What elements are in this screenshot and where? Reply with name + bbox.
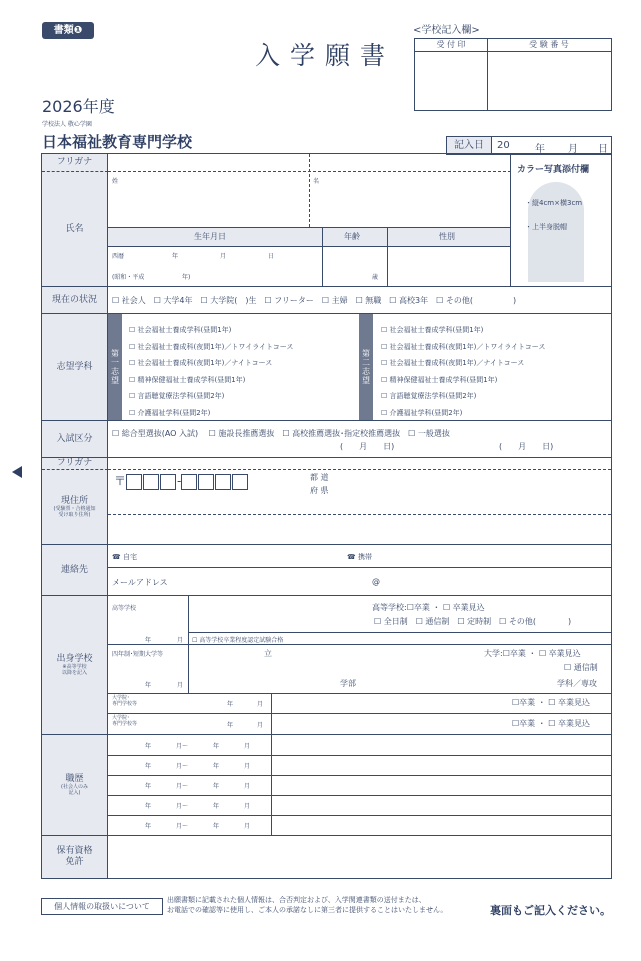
birth-year-unit: 年	[172, 253, 179, 260]
left-arrow-icon	[12, 466, 22, 478]
career-month-unit: 月〜	[176, 763, 189, 770]
first-choice-item[interactable]: ☐ 社会福祉士養成科(夜間1年)／トワイライトコース	[129, 342, 294, 351]
career-month-unit: 月〜	[176, 823, 189, 830]
contact-label: 連絡先	[42, 545, 108, 595]
career-year-unit: 年	[213, 763, 220, 770]
hs-month-unit: 月	[177, 637, 184, 644]
career-year-unit: 年	[145, 803, 152, 810]
corporation-name: 学校法人 敬心学園	[42, 121, 92, 128]
furigana-label: フリガナ	[42, 154, 108, 172]
career-line	[145, 761, 250, 770]
address-label: 現住所	[60, 495, 88, 506]
school-use-label: <学校記入欄>	[413, 25, 480, 36]
high-school-label: 高等学校	[112, 605, 137, 612]
faculty-label: 学部	[340, 679, 356, 688]
postal-code-field[interactable]	[114, 472, 249, 490]
career-month-unit: 月〜	[176, 803, 189, 810]
career-month-unit: 月	[244, 823, 251, 830]
career-month-unit: 月	[244, 743, 251, 750]
postal-hyphen: -	[177, 474, 182, 488]
birthdate-header: 生年月日	[194, 232, 226, 241]
todo-label: 都 道	[310, 473, 329, 482]
hs-equivalency[interactable]: ☐ 高等学校卒業程度認定試験合格	[192, 637, 284, 644]
mobile-phone-label: ☎ 携帯	[347, 553, 372, 561]
graduate-status-2[interactable]: ☐卒業 ・ ☐ 卒業見込	[512, 719, 590, 728]
career-year-unit: 年	[145, 743, 152, 750]
university-status[interactable]: 大学:☐卒業 ・ ☐ 卒業見込	[484, 649, 581, 658]
department-label: 学科／専攻	[557, 679, 597, 688]
privacy-note	[167, 896, 447, 916]
age-unit: 歳	[372, 274, 379, 281]
license-label: 保有資格 免許	[42, 836, 108, 878]
high-school-type[interactable]: ☐ 全日制 ☐ 通信制 ☐ 定時制 ☐ その他( )	[374, 617, 572, 626]
univ-month-unit: 月	[177, 682, 184, 689]
career-month-unit: 月〜	[176, 743, 189, 750]
exam-number-label: 受 験 番 号	[529, 40, 569, 49]
education-row	[42, 596, 611, 735]
birth-day-unit: 日	[268, 253, 275, 260]
career-year-unit: 年	[145, 763, 152, 770]
exam-type-options[interactable]: ☐ 総合型選抜(AO 入試) ☐ 施設長推薦選抜 ☐ 高校推薦選抜･指定校推薦選抜 ☐ 一般選抜	[112, 429, 450, 438]
education-sublabel: ※高等学校 以降を記入	[61, 664, 87, 677]
career-line	[145, 741, 250, 750]
privacy-note-line: お電話での確認等に使用し、ご本人の承諾なしに第三者に提供することはいたしません。	[167, 905, 448, 914]
entry-date-label: 記入日	[447, 137, 492, 154]
privacy-label: 個人情報の取扱いについて	[41, 898, 163, 915]
education-label: 出身学校	[56, 653, 93, 664]
second-choice-bar: 第二志望	[359, 314, 373, 420]
photo-placeholder	[528, 182, 584, 282]
career-line	[145, 821, 250, 830]
career-year-unit: 年	[213, 823, 220, 830]
gender-header: 性別	[439, 232, 455, 241]
second-choice-item[interactable]: ☐ 精神保健福祉士養成学科(昼間1年)	[381, 375, 498, 384]
second-choice-item[interactable]: ☐ 社会福祉士養成学科(昼間1年)	[381, 326, 484, 334]
back-side-notice: 裏面もご記入ください。	[490, 904, 611, 917]
contact-row	[42, 545, 611, 596]
grad1-month-unit: 月	[257, 701, 264, 708]
address-label-group	[42, 470, 108, 544]
page-title: 入学願書	[255, 41, 396, 70]
exam-date-general: ( 月 日)	[499, 442, 554, 451]
academic-year: 2026年度	[42, 97, 115, 116]
career-month-unit: 月	[244, 803, 251, 810]
exam-type-label: 入試区分	[42, 421, 108, 457]
career-label-group	[42, 735, 108, 835]
era-year-unit: 年)	[182, 274, 191, 281]
name-block	[42, 154, 611, 287]
name-label: 氏名	[42, 172, 108, 286]
photo-size: ・縦4cm×横3cm	[525, 199, 583, 207]
second-choice-item[interactable]: ☐ 社会福祉士養成科(夜間1年)／ナイトコース	[381, 359, 525, 367]
career-year-unit: 年	[213, 783, 220, 790]
career-year-unit: 年	[213, 743, 220, 750]
career-year-unit: 年	[145, 823, 152, 830]
entry-date-month-unit: 月	[568, 144, 578, 155]
current-status-label: 現在の状況	[42, 287, 108, 313]
exam-type-row	[42, 421, 611, 458]
school-use-box	[414, 38, 612, 111]
career-line	[145, 801, 250, 810]
career-sublabel: (社会人のみ 記入)	[61, 784, 88, 797]
career-label: 職歴	[65, 773, 84, 784]
family-name-label: 姓	[112, 178, 119, 185]
first-choice-list[interactable]	[129, 322, 293, 421]
entry-date-year-unit: 年	[535, 144, 545, 155]
school-name: 日本福祉教育専門学校	[42, 133, 193, 151]
email-at: @	[372, 577, 380, 586]
given-name-label: 名	[313, 178, 320, 185]
career-year-unit: 年	[145, 783, 152, 790]
photo-title: カラー写真添付欄	[517, 165, 590, 175]
license-row	[42, 836, 611, 878]
graduate-label-1: 大学院･ 専門学校等	[112, 695, 138, 707]
graduate-label-2: 大学院･ 専門学校等	[112, 715, 138, 727]
career-row	[42, 735, 611, 836]
career-line	[145, 781, 250, 790]
home-phone-label: ☎ 自宅	[112, 553, 137, 561]
application-form	[41, 153, 612, 879]
first-choice-item[interactable]: ☐ 言語聴覚療法学科(昼間2年)	[129, 392, 225, 400]
university-label: 四年制･短期大学等	[112, 651, 164, 658]
desired-course-row	[42, 314, 611, 421]
hs-year-unit: 年	[145, 637, 152, 644]
first-choice-item[interactable]: ☐ 精神保健福祉士養成学科(昼間1年)	[129, 375, 246, 384]
email-label: メールアドレス	[112, 578, 168, 587]
exam-date-school: ( 月 日)	[340, 442, 395, 451]
grad1-year-unit: 年	[227, 701, 234, 708]
entry-date-century: 20	[497, 140, 510, 151]
career-month-unit: 月	[244, 763, 251, 770]
career-year-unit: 年	[213, 803, 220, 810]
desired-course-label: 志望学科	[42, 314, 108, 420]
university-tsushin[interactable]: ☐ 通信制	[564, 663, 598, 672]
second-choice-item[interactable]: ☐ 介護福祉学科(昼間2年)	[381, 408, 463, 417]
entry-date-day-unit: 日	[598, 144, 608, 155]
education-label-group	[42, 596, 108, 734]
second-choice-item[interactable]: ☐ 言語聴覚療法学科(昼間2年)	[381, 392, 477, 400]
address-row	[42, 458, 611, 545]
postal-mark: 〒	[114, 474, 127, 488]
current-status-options[interactable]: ☐ 社会人 ☐ 大学4年 ☐ 大学院( )生 ☐ フリーター ☐ 主婦 ☐ 無職 ☐ 高校3年 ☐ その他( )	[112, 296, 517, 305]
age-header: 年齢	[344, 232, 360, 241]
first-choice-bar: 第一志望	[108, 314, 122, 420]
privacy-note-line: 出願書類に記載された個人情報は、合否判定および、入学関連書類の送付または、	[167, 896, 426, 904]
second-choice-item[interactable]: ☐ 社会福祉士養成科(夜間1年)／トワイライトコース	[381, 342, 546, 351]
current-status-row	[42, 287, 611, 314]
fuken-label: 府 県	[310, 486, 329, 495]
photo-note: ・上半身脱帽	[525, 223, 567, 231]
second-choice-list[interactable]	[381, 322, 545, 421]
document-badge: 書類❶	[42, 22, 94, 39]
birth-month-unit: 月	[220, 253, 227, 260]
first-choice-item[interactable]: ☐ 社会福祉士養成学科(昼間1年)	[129, 326, 232, 334]
univ-year-unit: 年	[145, 682, 152, 689]
first-choice-item[interactable]: ☐ 社会福祉士養成科(夜間1年)／ナイトコース	[129, 359, 273, 367]
grad2-month-unit: 月	[257, 722, 264, 729]
seireki-label: 西暦	[112, 253, 125, 260]
career-month-unit: 月	[244, 783, 251, 790]
grad2-year-unit: 年	[227, 722, 234, 729]
address-furigana-label: フリガナ	[42, 458, 108, 470]
ritsu-label: 立	[264, 649, 272, 658]
graduate-status-1[interactable]: ☐卒業 ・ ☐ 卒業見込	[512, 698, 590, 707]
first-choice-item[interactable]: ☐ 介護福祉学科(昼間2年)	[129, 408, 211, 417]
career-month-unit: 月〜	[176, 783, 189, 790]
era-label: (昭和・平成	[112, 274, 145, 281]
high-school-status[interactable]: 高等学校:☐卒業 ・ ☐ 卒業見込	[372, 603, 485, 612]
receipt-label: 受 付 印	[436, 40, 466, 49]
address-sublabel: (受験票・合格通知 受け取り住所)	[53, 506, 96, 519]
